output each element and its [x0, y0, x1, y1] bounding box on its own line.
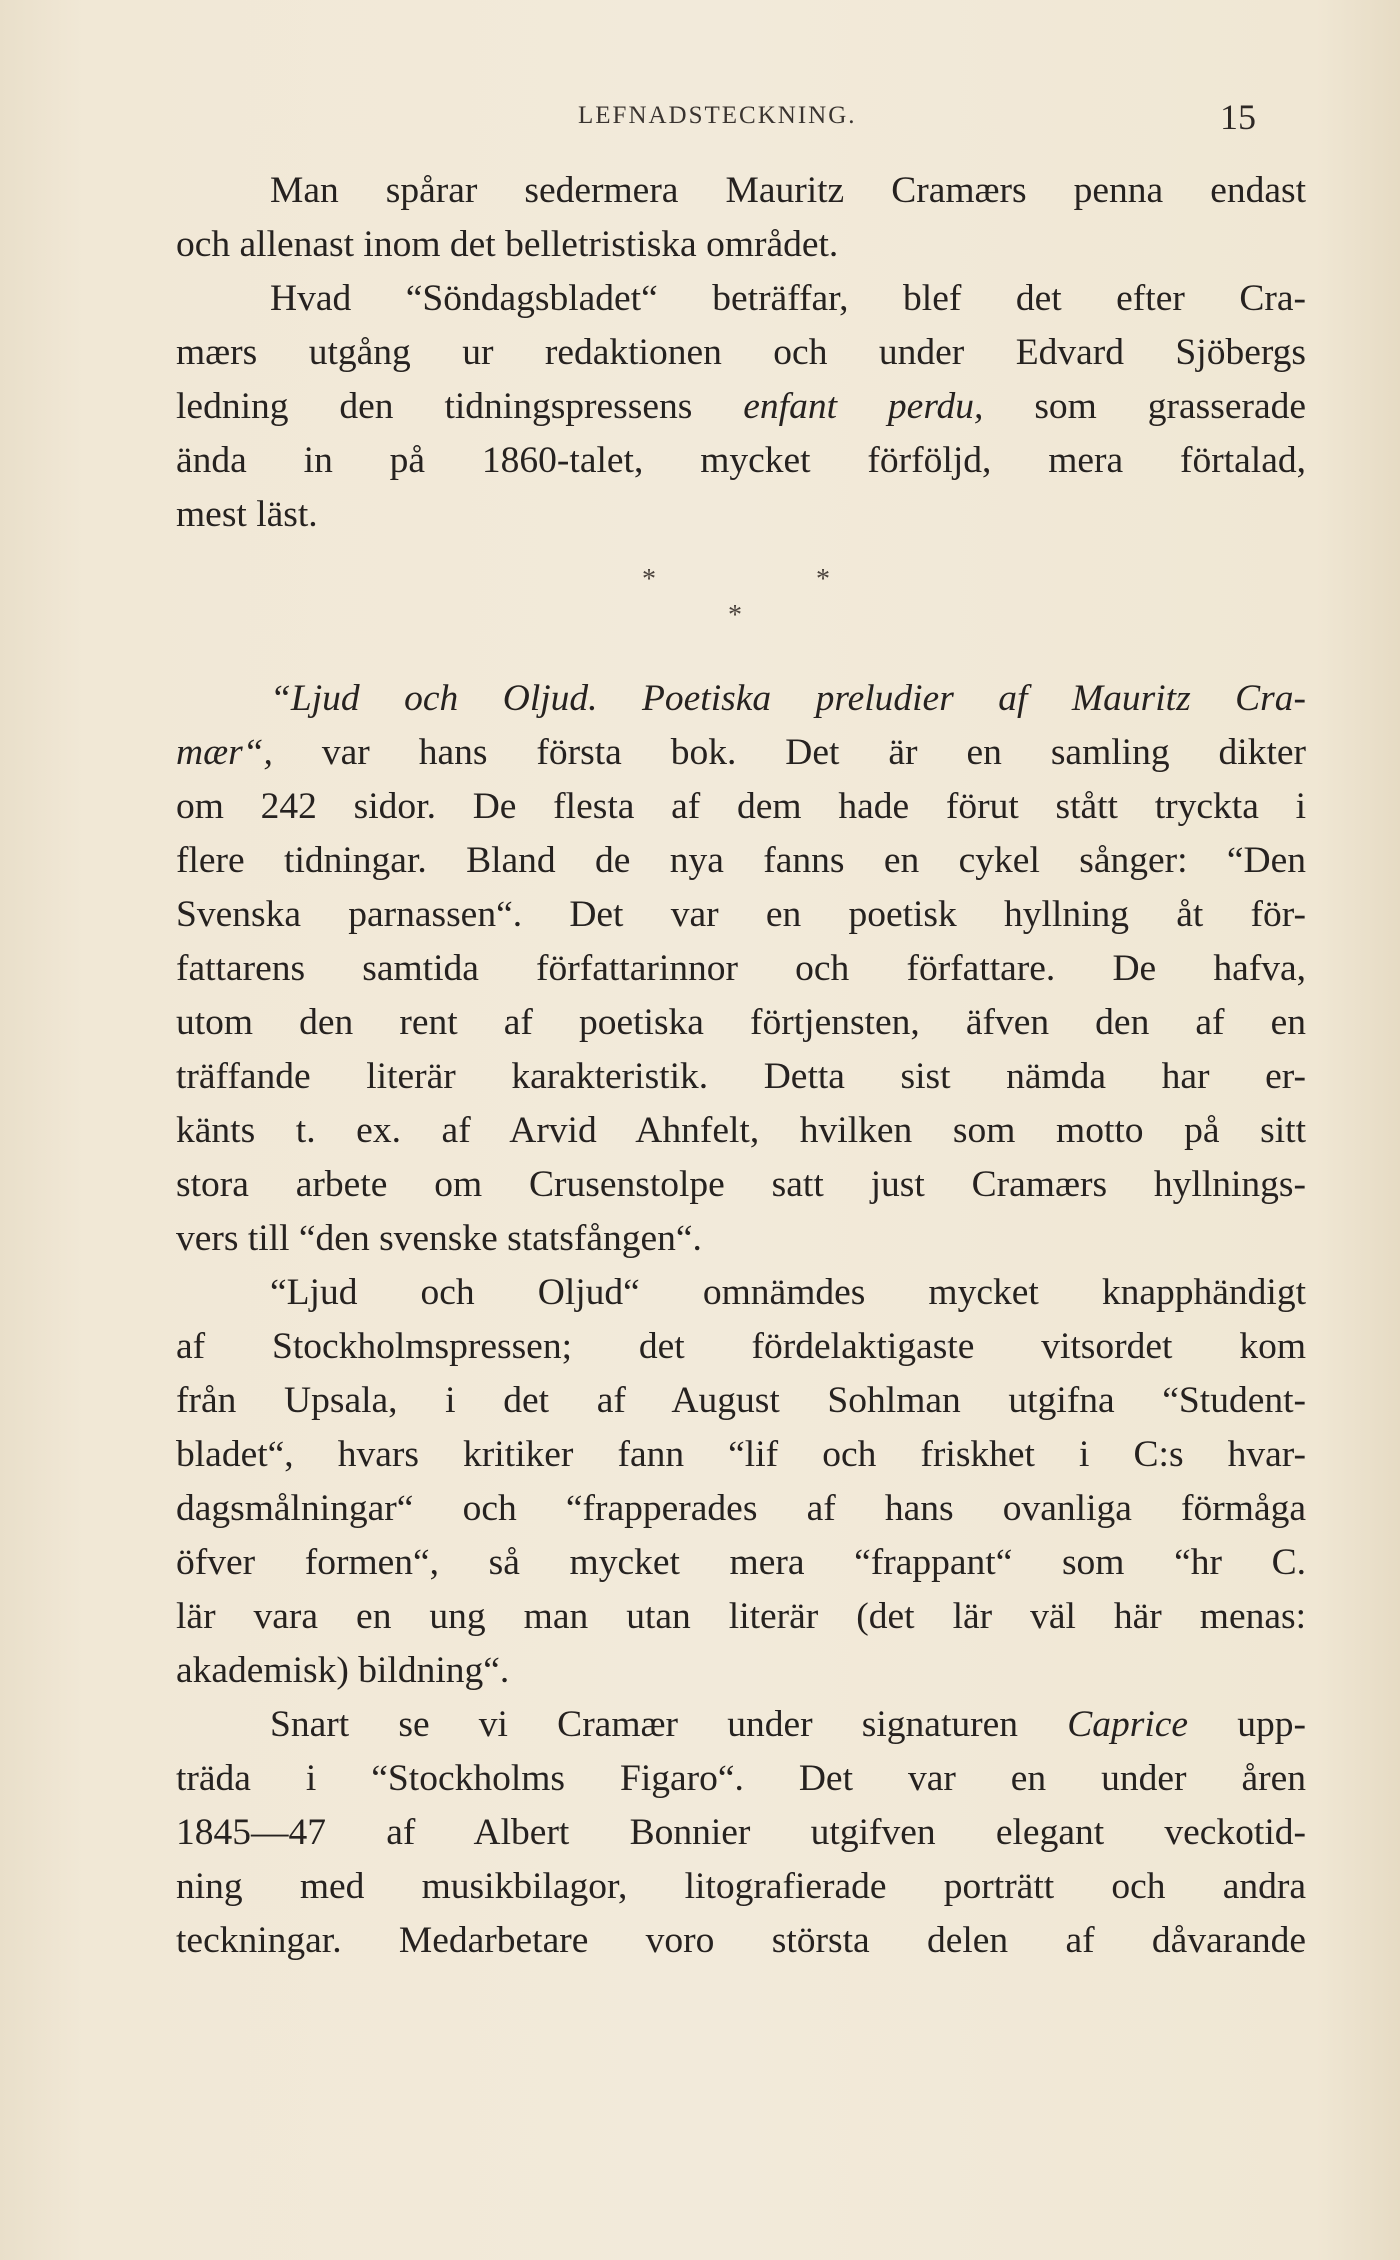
italic-phrase: enfant perdu, — [743, 386, 984, 427]
text-line: mærs utgång ur redaktionen och under Edvard Sjöbergs — [176, 332, 1306, 373]
section-break — [176, 542, 1306, 672]
text-line: träda i “Stockholms Figaro“. Det var en under åren — [176, 1758, 1306, 1799]
text-line: akademisk) bildning“. — [176, 1650, 510, 1691]
text-line: och allenast inom det belletristiska området. — [176, 224, 839, 265]
text-line: utom den rent af poetiska förtjensten, äfven den af en — [176, 1002, 1306, 1043]
text-line: vers till “den svenske statsfången“. — [176, 1218, 702, 1259]
body-text — [176, 164, 1306, 1968]
text-line: Svenska parnassen“. Det var en poetisk hyllning åt för- — [176, 894, 1306, 935]
text-line: ning med musikbilagor, litografierade porträtt och andra — [176, 1866, 1306, 1907]
paragraph — [176, 672, 1306, 1266]
text-line: stora arbete om Crusenstolpe satt just Cramærs hyllnings- — [176, 1164, 1306, 1205]
italic-signature: Caprice — [1067, 1704, 1189, 1745]
text-line: ända in på 1860-talet, mycket förföljd, mera förtalad, — [176, 440, 1306, 481]
italic-title: mær“, — [176, 732, 273, 773]
text-run: ledning den tidningspressens — [176, 386, 744, 427]
text-line: från Upsala, i det af August Sohlman utgifna “Student- — [176, 1380, 1306, 1421]
text-line: fattarens samtida författarinnor och författare. De hafva, — [176, 948, 1306, 989]
text-line: Man spårar sedermera Mauritz Cramærs penna endast — [270, 170, 1306, 211]
asterisk: * — [816, 564, 830, 595]
text-line: träffande literär karakteristik. Detta sist nämda har er- — [176, 1056, 1306, 1097]
text-line — [176, 380, 1306, 434]
text-line: Hvad “Söndagsbladet“ beträffar, blef det efter Cra- — [270, 278, 1306, 319]
text-line: bladet“, hvars kritiker fann “lif och friskhet i C:s hvar- — [176, 1434, 1306, 1475]
text-run: upp- — [1188, 1704, 1306, 1745]
text-line — [176, 1698, 1306, 1752]
text-line: teckningar. Medarbetare voro största delen af dåvarande — [176, 1920, 1306, 1961]
paragraph — [176, 164, 1306, 272]
text-run: som grasserade — [983, 386, 1306, 427]
asterisk: * — [728, 600, 742, 631]
text-line: om 242 sidor. De flesta af dem hade förut stått tryckta i — [176, 786, 1306, 827]
text-line: lär vara en ung man utan literär (det lär väl här menas: — [176, 1596, 1306, 1637]
text-line: “Ljud och Oljud“ omnämdes mycket knapphändigt — [270, 1272, 1306, 1313]
text-line — [176, 726, 1306, 780]
text-run: var hans första bok. Det är en samling dikter — [272, 732, 1306, 773]
text-line: mest läst. — [176, 494, 318, 535]
paragraph — [176, 272, 1306, 542]
text-line: öfver formen“, så mycket mera “frappant“ som “hr C. — [176, 1542, 1306, 1583]
paragraph — [176, 1698, 1306, 1968]
page-number: 15 — [1220, 97, 1256, 137]
text-line: dagsmålningar“ och “frapperades af hans ovanliga förmåga — [176, 1488, 1306, 1529]
text-line: känts t. ex. af Arvid Ahnfelt, hvilken som motto på sitt — [176, 1110, 1306, 1151]
italic-title: “Ljud och Oljud. Poetiska preludier af Mauritz Cra- — [270, 678, 1306, 719]
text-line: af Stockholmspressen; det fördelaktigaste vitsordet kom — [176, 1326, 1306, 1367]
text-line: flere tidningar. Bland de nya fanns en cykel sånger: “Den — [176, 840, 1306, 881]
text-run: Snart se vi Cramær under signaturen — [270, 1704, 1068, 1745]
asterisk: * — [642, 564, 656, 595]
text-line — [176, 672, 1306, 726]
running-head: LEFNADSTECKNING. — [578, 102, 857, 129]
text-line: 1845—47 af Albert Bonnier utgifven elegant veckotid- — [176, 1812, 1306, 1853]
paragraph — [176, 1266, 1306, 1698]
page-header — [176, 96, 1256, 146]
